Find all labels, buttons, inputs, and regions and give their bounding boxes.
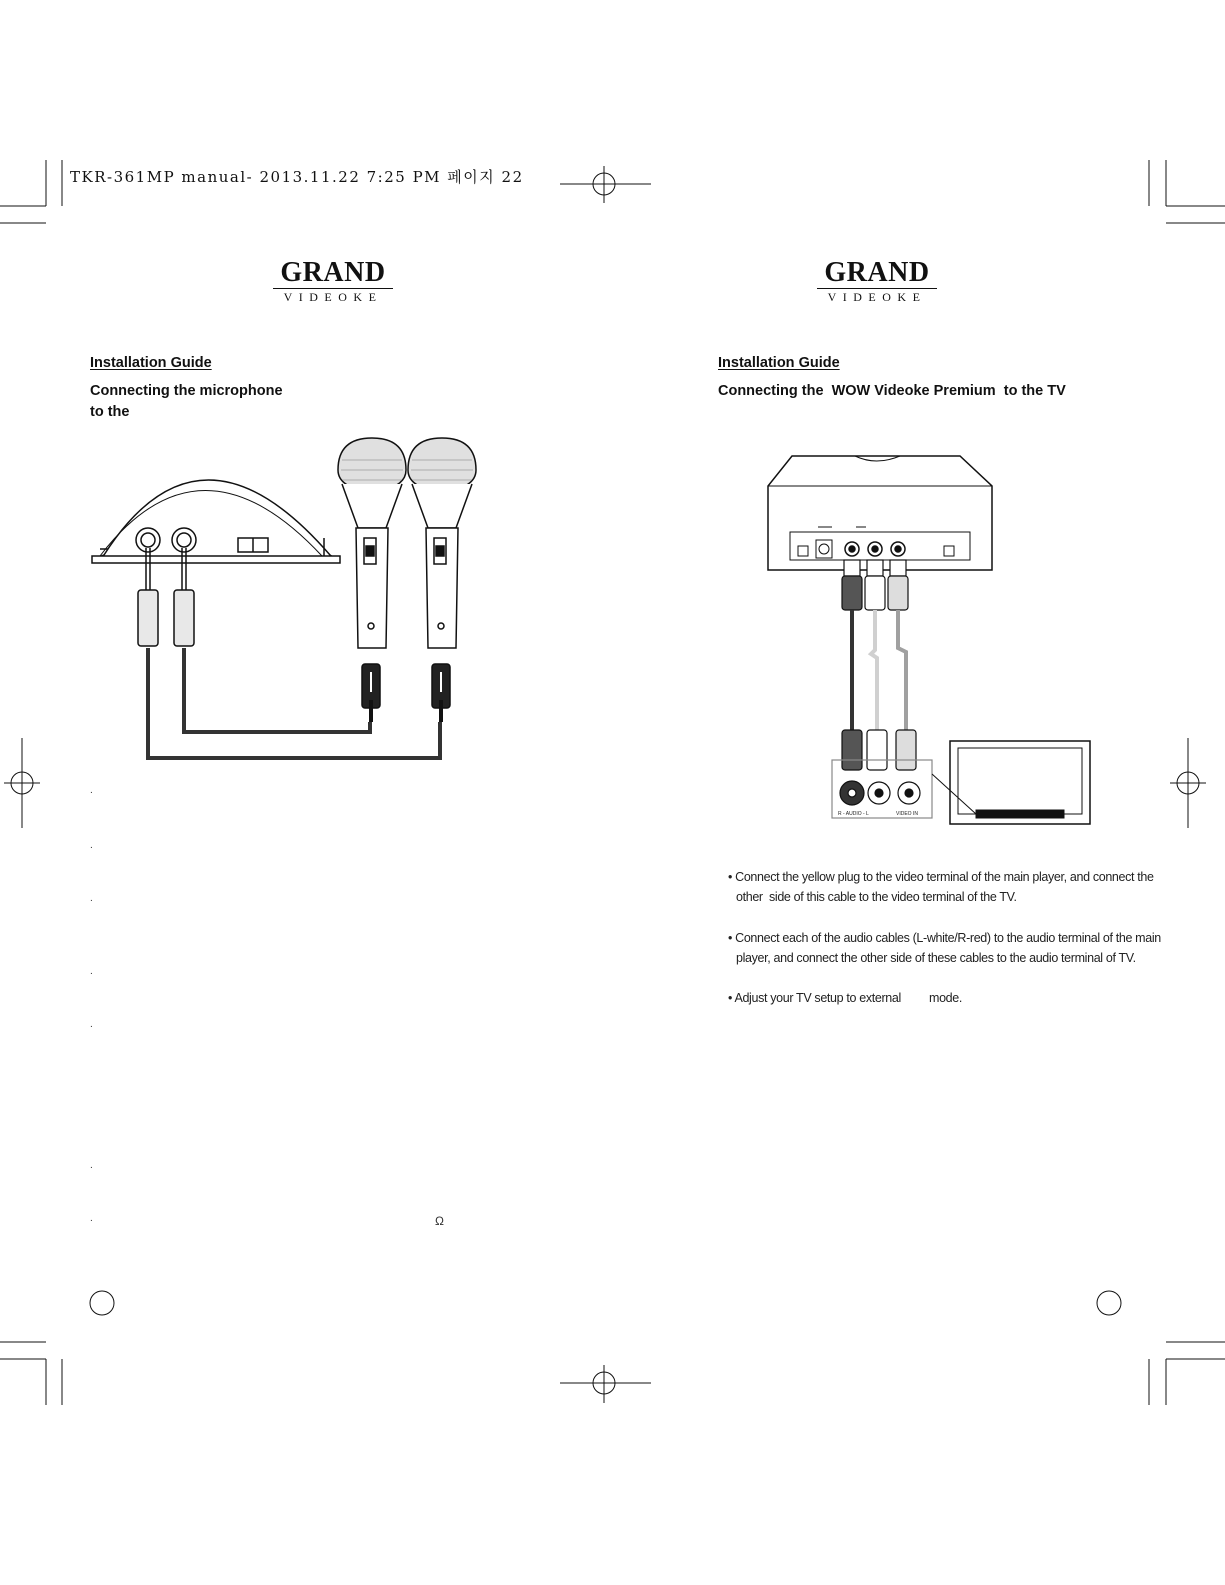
logo-main-text: GRAND (280, 257, 386, 288)
right-bullet-2-line1: • Connect each of the audio cables (L-white/R-red) to the audio terminal of the main (728, 931, 1161, 945)
tv-audio-label: R - AUDIO - L (838, 811, 869, 817)
ohm-symbol: Ω (435, 1214, 444, 1228)
left-section-label: Installation Guide (90, 355, 212, 371)
right-bullet-1-line2: other side of this cable to the video terminal of the TV. (736, 890, 1017, 904)
print-header: TKR-361MP manual- 2013.11.22 7:25 PM 페이지 22 (70, 168, 524, 186)
left-bullet-5: . (90, 1019, 93, 1030)
right-bullet-3-line1: • Adjust your TV setup to external mode. (728, 991, 962, 1005)
left-heading-line2: to the (90, 404, 130, 420)
left-bullet-2: . (90, 840, 93, 851)
right-section-label: Installation Guide (718, 355, 840, 371)
right-heading: Connecting the WOW Videoke Premium to the TV (718, 383, 1066, 399)
right-bullet-1-line1: • Connect the yellow plug to the video terminal of the main player, and connect the (728, 870, 1154, 884)
left-bullet-7: . (90, 1213, 93, 1224)
right-bullet-2-line2: player, and connect the other side of these cables to the audio terminal of TV. (736, 951, 1136, 965)
left-bullet-1: . (90, 785, 93, 796)
left-bullet-6: . (90, 1160, 93, 1171)
left-bullet-4: . (90, 966, 93, 977)
left-heading-line1: Connecting the microphone (90, 383, 283, 399)
left-bullet-3: . (90, 893, 93, 904)
logo-sub-text: VIDEOKE (817, 288, 937, 304)
tv-video-label: VIDEO IN (896, 811, 918, 817)
logo-sub-text: VIDEOKE (273, 288, 393, 304)
logo-main-text: GRAND (824, 257, 930, 288)
